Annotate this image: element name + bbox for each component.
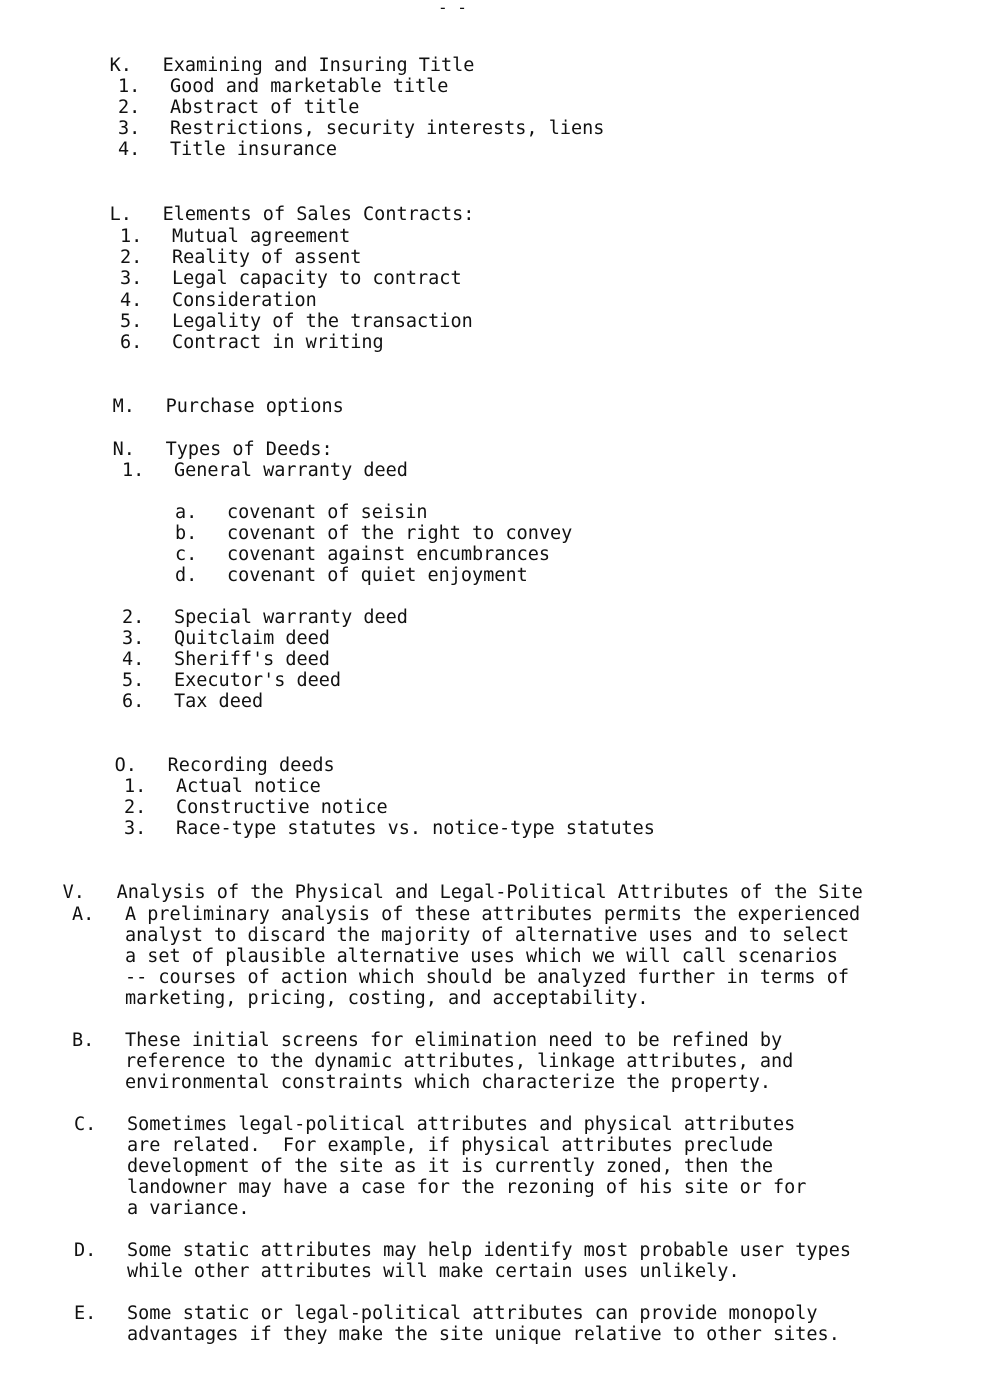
paragraph-b-label: B. [72,1030,95,1051]
section-v-label: V. [62,882,85,903]
list-item: 3. Legal capacity to contract [120,268,462,289]
section-o-label: O. [114,755,137,776]
section-n-title: Types of Deeds: [165,439,333,460]
paragraph-c: Sometimes legal-political attributes and physical attributes are related. For example, if physical attributes preclude development of the site as it is currently zoned, then the landowner may have a case for the rezoning of his site or for a variance. [127,1114,807,1219]
list-item: 3. Quitclaim deed [122,628,330,649]
list-item: 3. Race-type statutes vs. notice-type statutes [124,818,655,839]
section-m-title: Purchase options [165,396,344,417]
paragraph-b: These initial screens for elimination need to be refined by reference to the dynamic attributes, linkage attributes, and environmental constraints which characterize the property. [125,1030,794,1093]
list-item: 1. Mutual agreement [120,226,351,247]
paragraph-e-label: E. [74,1303,97,1324]
list-item: 4. Sheriff's deed [122,649,330,670]
list-item: 2. Reality of assent [120,247,362,268]
sub-list-item: b. covenant of the right to convey [175,523,573,544]
section-l-label: L. [109,204,132,225]
list-item: 1. Actual notice [124,776,321,797]
paragraph-a-label: A. [72,904,95,925]
list-item: 2. Constructive notice [124,797,388,818]
list-item: 1. General warranty deed [122,460,408,481]
list-item: 4. Title insurance [118,139,338,160]
paragraph-e: Some static or legal-political attributes can provide monopoly advantages if they make the site unique relative to other sites. [127,1303,840,1345]
section-m-label: M. [112,396,135,417]
paragraph-d: Some static attributes may help identify most probable user types while other attributes will make certain uses unlikely. [127,1240,851,1282]
list-item: 3. Restrictions, security interests, liens [118,118,605,139]
section-k-title: Examining and Insuring Title [162,55,475,76]
list-item: 6. Contract in writing [120,332,384,353]
list-item: 5. Legality of the transaction [120,311,473,332]
paragraph-a: A preliminary analysis of these attributes permits the experienced analyst to discard the majority of alternative uses and to select a set of plausible alternative uses which we will call scenarios -- courses of action which should be analyzed further in terms of marketing, pricing, costing, and acceptability. [125,904,861,1009]
sub-list-item: c. covenant against encumbrances [175,544,551,565]
paragraph-c-label: C. [74,1114,97,1135]
list-item: 6. Tax deed [122,691,264,712]
list-item: 2. Special warranty deed [122,607,408,628]
section-l-title: Elements of Sales Contracts: [162,204,475,225]
section-k-label: K. [109,55,132,76]
list-item: 2. Abstract of title [118,97,360,118]
list-item: 1. Good and marketable title [118,76,449,97]
top-mark: - - [438,0,467,17]
section-v-title: Analysis of the Physical and Legal-Political Attributes of the Site [116,882,863,903]
paragraph-d-label: D. [74,1240,97,1261]
sub-list-item: a. covenant of seisin [175,502,428,523]
list-item: 5. Executor's deed [122,670,342,691]
list-item: 4. Consideration [120,290,317,311]
section-n-label: N. [112,439,135,460]
sub-list-item: d. covenant of quiet enjoyment [175,565,528,586]
section-o-title: Recording deeds [167,755,335,776]
